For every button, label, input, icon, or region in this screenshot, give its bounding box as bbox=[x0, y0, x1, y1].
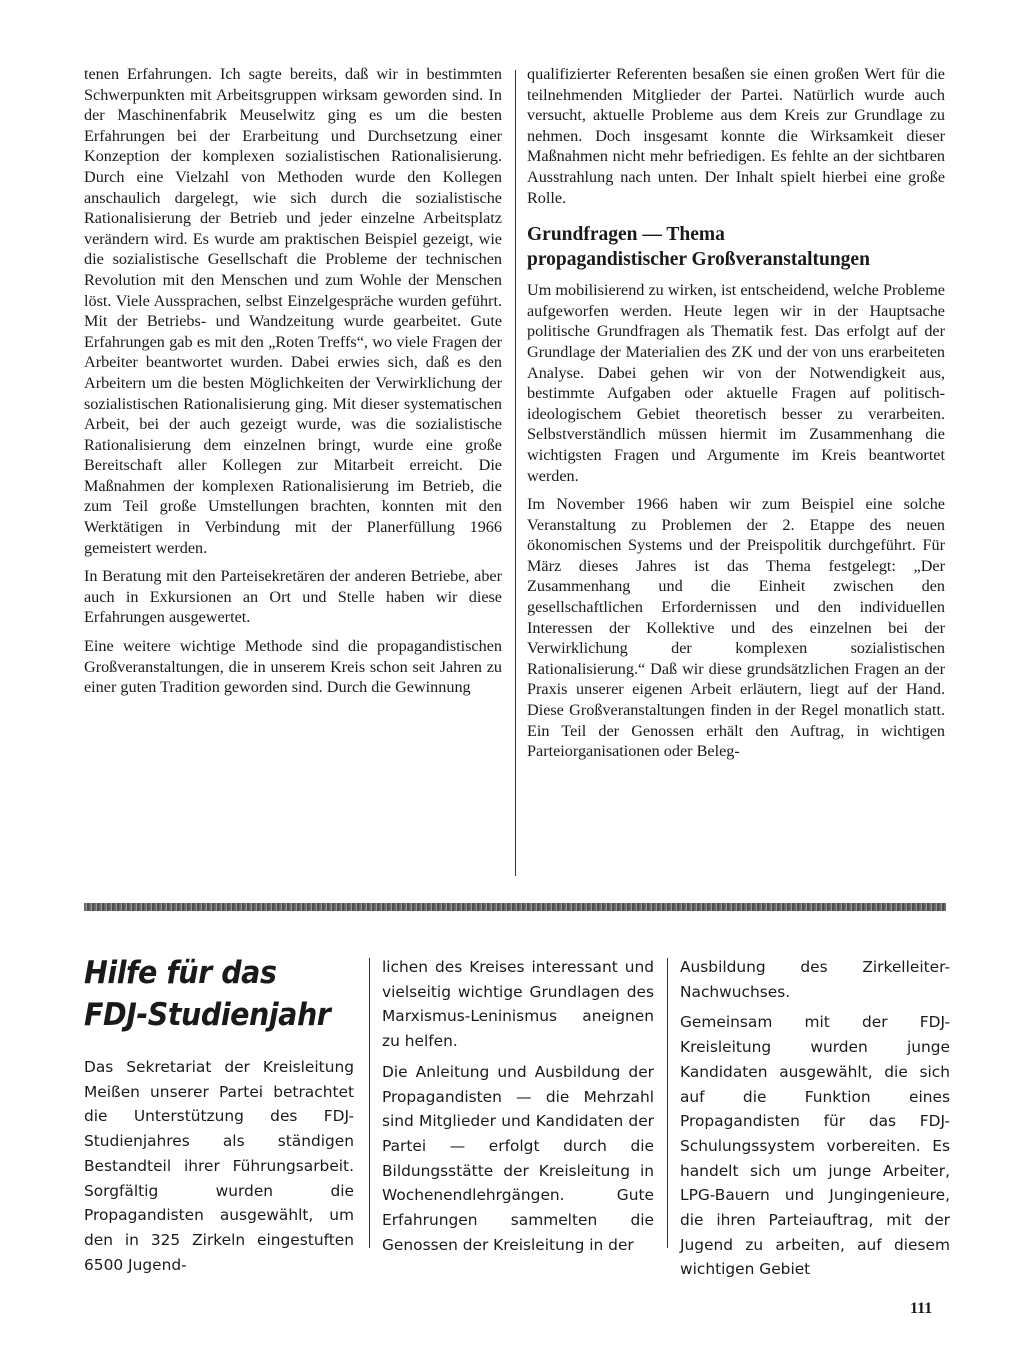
right-column bbox=[527, 64, 945, 770]
left-paragraph-3: Eine weitere wichtige Methode sind die propagandistischen Großveranstaltungen, die in unserem Kreis schon seit Jahren zu einer guten Tradition geworden sind. Durch die Gewinnung bbox=[84, 637, 502, 697]
right-paragraph-1: Um mobilisierend zu wirken, ist entscheidend, welche Probleme aufgeworfen werden. Heute legen wir in der Hauptsache politische Grundfragen als Thematik fest. Das erfolgt auf der Grundlage der Materialien des ZK und der von uns erarbeiteten Analyse. Dabei gehen wir von der Notwendigkeit aus, bestimmte Aufgaben oder aktuelle Fragen auf politisch-ideologischem Gebiet theoretisch besser zu verarbeiten. Selbstverständlich müssen hiermit im Zusammenhang die wichtigsten Fragen und Argumente im Kreis beantwortet werden. bbox=[527, 281, 945, 485]
bottom-col3-paragraph-2: Gemeinsam mit der FDJ-Kreisleitung wurden junge Kandidaten ausgewählt, die sich auf die Funktion eines Propagandisten für das FDJ-Schulungssystem vorbereiten. Es handelt sich um junge Arbeiter, LPG-Bauern und Jungingenieure, die ihren Parteiauftrag, mit der Jugend zu arbeiten, auf diesem wichtigen Gebiet bbox=[680, 1013, 950, 1279]
column-divider bbox=[515, 70, 516, 876]
subheading-line-2: propagandistischer Großveranstaltungen bbox=[527, 249, 870, 271]
left-paragraph-2: In Beratung mit den Parteisekretären der anderen Betriebe, aber auch in Exkursionen an Ort und Stelle haben wir diese Erfahrungen ausgewertet. bbox=[84, 567, 502, 627]
right-paragraph-2: Im November 1966 haben wir zum Beispiel eine solche Veranstaltung zu Problemen der 2. Etappe des neuen ökonomischen Systems und der Preispolitik durchgeführt. Für März dieses Jahres ist das Thema festgelegt: „Der Zusammenhang und die Einheit zwischen den gesellschaftlichen Erfordernissen und den individuellen Interessen der Kollektive und des einzelnen bei der Verwirklichung der komplexen sozialistischen Rationalisierung.“ Daß wir diese grundsätzlichen Fragen an der Praxis unserer eigenen Arbeit erläutern, liegt auf der Hand. Diese Großveranstaltungen finden in der Regel monatlich statt. Ein Teil der Genossen erhält den Auftrag, in wichtigen Parteiorganisationen oder Beleg- bbox=[527, 495, 945, 761]
article-title-line-2: FDJ-Studienjahr bbox=[84, 997, 331, 1033]
bottom-col3-paragraph-1: Ausbildung des Zirkelleiter-Nachwuchses. bbox=[680, 958, 950, 1001]
bottom-column-divider-2 bbox=[667, 958, 668, 1248]
bottom-column-divider-1 bbox=[369, 958, 370, 1248]
bottom-col2-paragraph-1: lichen des Kreises interessant und vielseitig wichtige Grundlagen des Marxismus-Leninismus aneignen zu helfen. bbox=[382, 958, 654, 1051]
article-title-line-1: Hilfe für das bbox=[84, 955, 277, 991]
article-title bbox=[84, 952, 342, 1036]
bottom-column-2 bbox=[382, 955, 654, 1263]
bottom-column-3 bbox=[680, 955, 950, 1288]
bottom-col1-paragraph: Das Sekretariat der Kreisleitung Meißen unserer Partei betrachtet die Unterstützung des FDJ-Studienjahres als ständigen Bestandteil ihrer Führungsarbeit. Sorgfältig wurden die Propagandisten ausgewählt, um den in 325 Zirkeln eingestuften 6500 Jugend- bbox=[84, 1058, 354, 1274]
bottom-column-1 bbox=[84, 1055, 354, 1283]
left-paragraph-1: tenen Erfahrungen. Ich sagte bereits, daß wir in bestimmten Schwerpunkten mit Arbeitsgruppen wirksam geworden sind. In der Maschinenfabrik Meuselwitz ging es um die besten Erfahrungen bei der Erarbeitung und Durchsetzung einer Konzeption der komplexen sozialistischen Rationalisierung. Durch eine Vielzahl von Methoden wurde den Kollegen anschaulich dargelegt, wie sich durch die sozialistische Rationalisierung der Betrieb und jeder einzelne Arbeitsplatz verändern wird. Es wurde am praktischen Beispiel gezeigt, wie die sozialistische Gesellschaft die Probleme der technischen Revolution mit den Menschen und zum Wohle der Menschen löst. Viele Aussprachen, selbst Einzelgespräche wurden geführt. Mit der Betriebs- und Wandzeitung wurde gearbeitet. Gute Erfahrungen gab es mit den „Roten Treffs“, wo viele Fragen der Arbeiter beantwortet wurden. Dabei erwies sich, daß es den Arbeitern um die besten Möglichkeiten der Verwirklichung der sozialistischen Rationalisierung ging. Mit dieser systematischen Arbeit, bei der auch gezeigt wurde, was die sozialistische Rationalisierung dem einzelnen bringt, wurde eine große Bereitschaft aller Kollegen zur Mitarbeit erreicht. Die Maßnahmen der komplexen Rationalisierung im Betrieb, die zum Teil große Umstellungen brachten, konnten mit den Werktätigen in Verbindung mit der Planerfüllung 1966 gemeistert werden. bbox=[84, 65, 502, 557]
section-separator bbox=[84, 903, 946, 911]
right-intro-paragraph: qualifizierter Referenten besaßen sie einen großen Wert für die teilnehmenden Mitglieder der Partei. Natürlich wurde auch versucht, aktuelle Probleme aus dem Kreis zur Grundlage zu nehmen. Doch insgesamt konnte die Wirksamkeit dieser Maßnahmen nicht mehr befriedigen. Es fehlte an der sichtbaren Ausstrahlung nach unten. Der Inhalt spielt hierbei eine große Rolle. bbox=[527, 65, 945, 207]
subheading-line-1: Grundfragen — Thema bbox=[527, 224, 725, 246]
page-number: 111 bbox=[910, 1300, 933, 1317]
left-column bbox=[84, 64, 502, 706]
section-subheading bbox=[527, 222, 945, 272]
bottom-col2-paragraph-2: Die Anleitung und Ausbildung der Propagandisten — die Mehrzahl sind Mitglieder und Kandidaten der Partei — erfolgt durch die Bildungsstätte der Kreisleitung in Wochenendlehrgängen. Gute Erfahrungen sammelten die Genossen der Kreisleitung in der bbox=[382, 1062, 654, 1254]
